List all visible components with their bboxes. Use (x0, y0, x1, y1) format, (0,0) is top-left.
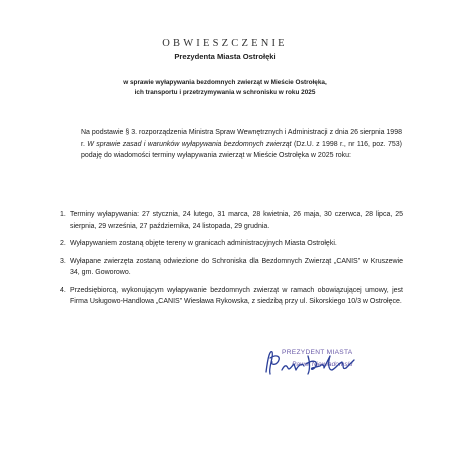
list-item-number: 3. (60, 257, 66, 265)
intro-italic-title: W sprawie zasad i warunków wyłapywania bezdomnych zwierząt (87, 140, 292, 148)
stamp-name: Paweł Niewiadomski (292, 361, 353, 368)
list-item-number: 2. (60, 240, 66, 247)
handwritten-signature (258, 342, 378, 382)
list-item-text: Przedsiębiorcą, wykonującym wyłapywanie bezdomnych zwierząt w ramach obowiązującej umowy, jest Firma Usługowo-Handlowa „CANIS” Wiesława Rykowska, z siedzibą przy ul. Sikorskiego 10/3 w Ostrołęce. (70, 286, 403, 305)
list-item (60, 256, 403, 279)
list-item (60, 209, 403, 232)
list-item-number: 1. (60, 211, 66, 218)
intro-text-2: (Dz.U. z 1998 r., nr 116, poz. 753) podaję do wiadomości terminy wyłapywania zwierząt w Mieście Ostrołęka w 2025 roku: (81, 140, 402, 159)
subject-line-2: ich transportu i przetrzymywania w schronisku w roku 2025 (134, 89, 316, 96)
subject-line-1: w sprawie wyłapywania bezdomnych zwierząt w Mieście Ostrołęka, (123, 79, 327, 86)
document-subject (0, 78, 450, 98)
list-item-number: 4. (60, 286, 66, 294)
list-item (60, 285, 403, 308)
list-item-text: Terminy wyłapywania: 27 stycznia, 24 lutego, 31 marca, 28 kwietnia, 26 maja, 30 czerwca, 28 lipca, 25 sierpnia, 29 września, 27 października, 24 listopada, 29 grudnia. (70, 211, 403, 230)
intro-paragraph (81, 127, 402, 162)
document-title: OBWIESZCZENIE (162, 38, 288, 49)
document-subtitle: Prezydenta Miasta Ostrołęki (174, 52, 276, 61)
intro-text-1: Na podstawie § 3. rozporządzenia Ministra Spraw Wewnętrznych i Administracji z dnia 26 sierpnia 1998 r. (81, 129, 402, 148)
list-item-text: Wyłapywaniem zostaną objęte tereny w granicach administracyjnych Miasta Ostrołęki. (70, 240, 337, 247)
list-item-text: Wyłapane zwierzęta zostaną odwiezione do Schroniska dla Bezdomnych Zwierząt „CANIS” w Kruszewie 34, gm. Goworowo. (70, 257, 403, 276)
terms-list (60, 209, 403, 314)
stamp-title: PREZYDENT MIASTA (282, 349, 353, 356)
list-item (60, 238, 403, 250)
